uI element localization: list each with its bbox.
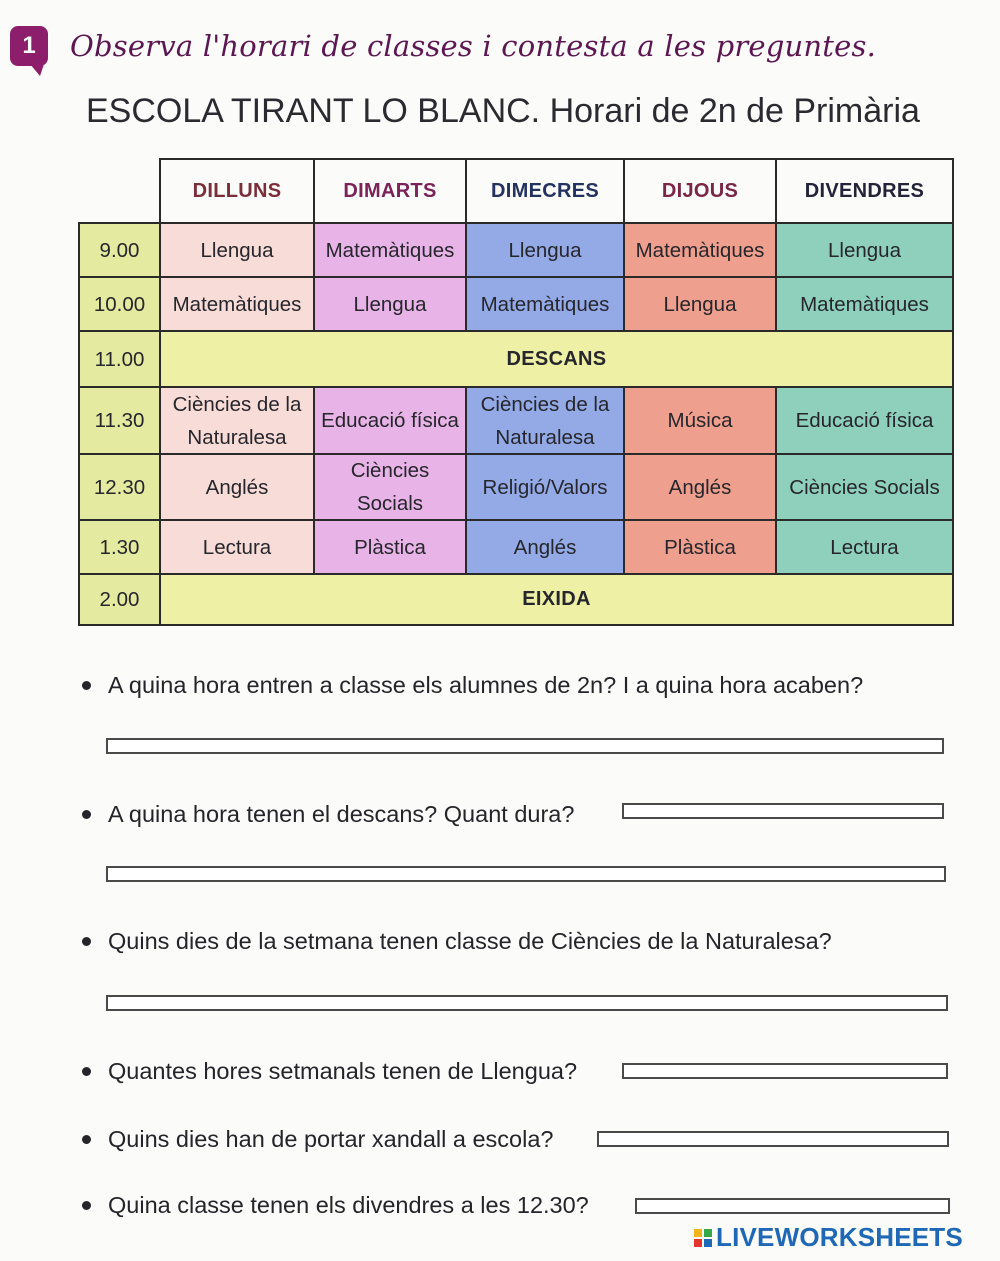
- class-cell: Llengua: [159, 222, 313, 276]
- question-4: [82, 1058, 577, 1085]
- class-cell: Educació física: [775, 386, 952, 453]
- question-text: Quins dies de la setmana tenen classe de Ciències de la Naturalesa?: [108, 928, 832, 954]
- timetable: [78, 158, 954, 626]
- class-cell: Anglés: [623, 453, 775, 519]
- class-cell: Lectura: [159, 519, 313, 573]
- class-cell: Educació física: [313, 386, 465, 453]
- time-slot: 9.00: [78, 222, 159, 276]
- class-cell: Matemàtiques: [465, 276, 623, 330]
- exercise-instruction: Observa l'horari de classes i contesta a les preguntes.: [70, 29, 877, 63]
- class-cell: Matemàtiques: [159, 276, 313, 330]
- question-text: A quina hora entren a classe els alumnes de 2n? I a quina hora acaben?: [108, 672, 864, 698]
- question-3: [82, 928, 832, 955]
- logo-mark-icon: [694, 1229, 712, 1247]
- class-cell: Llengua: [465, 222, 623, 276]
- answer-field-6[interactable]: [635, 1198, 950, 1214]
- question-text: Quina classe tenen els divendres a les 12.30?: [108, 1192, 589, 1218]
- time-slot: 10.00: [78, 276, 159, 330]
- class-cell: Música: [623, 386, 775, 453]
- class-cell: Matemàtiques: [775, 276, 952, 330]
- class-cell: Llengua: [623, 276, 775, 330]
- question-2: [82, 801, 574, 828]
- question-1: [82, 672, 863, 699]
- time-slot: 11.30: [78, 386, 159, 453]
- answer-field-3[interactable]: [106, 995, 948, 1011]
- brand-name: LIVEWORKSHEETS: [716, 1222, 963, 1252]
- day-header-tuesday: DIMARTS: [313, 158, 465, 222]
- answer-field-4[interactable]: [622, 1063, 948, 1079]
- class-cell: Ciències Socials: [775, 453, 952, 519]
- class-cell: Llengua: [313, 276, 465, 330]
- answer-field-2b[interactable]: [106, 866, 946, 882]
- bullet-icon: [82, 810, 91, 819]
- exercise-header: [10, 26, 876, 66]
- question-text: A quina hora tenen el descans? Quant dura?: [108, 801, 575, 827]
- question-text: Quins dies han de portar xandall a escola?: [108, 1126, 554, 1152]
- day-header-friday: DIVENDRES: [775, 158, 952, 222]
- class-cell: Anglés: [465, 519, 623, 573]
- class-cell: Matemàtiques: [623, 222, 775, 276]
- day-header-thursday: DIJOUS: [623, 158, 775, 222]
- class-cell: Matemàtiques: [313, 222, 465, 276]
- answer-field-2a[interactable]: [622, 803, 944, 819]
- time-slot: 12.30: [78, 453, 159, 519]
- class-cell: Ciències de la Naturalesa: [465, 386, 623, 453]
- class-cell: Anglés: [159, 453, 313, 519]
- bullet-icon: [82, 1201, 91, 1210]
- exit-band: EIXIDA: [159, 573, 952, 624]
- question-text: Quantes hores setmanals tenen de Llengua?: [108, 1058, 578, 1084]
- class-cell: Religió/Valors: [465, 453, 623, 519]
- class-cell: Ciències Socials: [313, 453, 465, 519]
- question-6: [82, 1192, 589, 1219]
- class-cell: Plàstica: [313, 519, 465, 573]
- bullet-icon: [82, 1135, 91, 1144]
- page-title: ESCOLA TIRANT LO BLANC. Horari de 2n de Primària: [86, 92, 920, 130]
- class-cell: Plàstica: [623, 519, 775, 573]
- day-header-monday: DILLUNS: [159, 158, 313, 222]
- time-slot: 11.00: [78, 330, 159, 386]
- class-cell: Llengua: [775, 222, 952, 276]
- answer-field-1[interactable]: [106, 738, 944, 754]
- timetable-corner: [78, 158, 159, 222]
- exercise-number-badge: 1: [10, 26, 48, 66]
- bullet-icon: [82, 937, 91, 946]
- bullet-icon: [82, 1067, 91, 1076]
- break-band: DESCANS: [159, 330, 952, 386]
- time-slot: 2.00: [78, 573, 159, 624]
- day-header-wednesday: DIMECRES: [465, 158, 623, 222]
- bullet-icon: [82, 681, 91, 690]
- class-cell: Lectura: [775, 519, 952, 573]
- time-slot: 1.30: [78, 519, 159, 573]
- question-5: [82, 1126, 553, 1153]
- class-cell: Ciències de la Naturalesa: [159, 386, 313, 453]
- answer-field-5[interactable]: [597, 1131, 949, 1147]
- liveworksheets-logo: [694, 1222, 963, 1253]
